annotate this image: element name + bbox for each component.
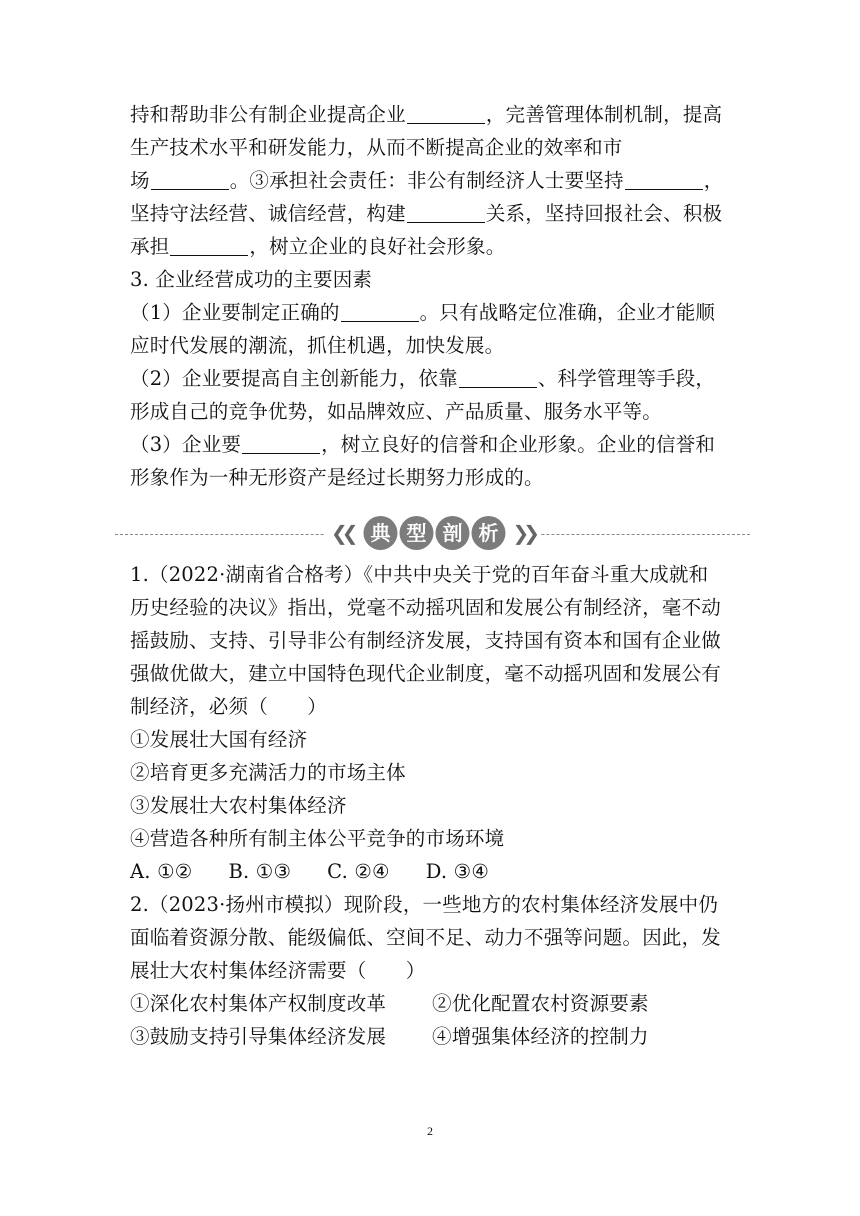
page-content <box>130 98 735 1053</box>
question-1-line: 历史经验的决议》指出，党毫不动摇巩固和发展公有制经济，毫不动 <box>130 596 722 619</box>
question-1-options <box>130 855 735 888</box>
fill-blank <box>341 301 419 322</box>
question-2-item: ③鼓励支持引导集体经济发展 <box>130 1025 387 1048</box>
question-1-item: ④营造各种所有制主体公平竞争的市场环境 <box>130 827 505 850</box>
double-chevron-left-icon: ❮❮ <box>330 521 353 545</box>
fill-blank <box>170 235 248 256</box>
question-2-items-row <box>130 987 735 1020</box>
text-line: 承担 ，树立企业的良好社会形象。 <box>130 235 506 258</box>
text-line: （3）企业要 ，树立良好的信誉和企业形象。企业的信誉和 <box>130 433 716 456</box>
section-divider <box>115 514 750 554</box>
fill-blank <box>242 433 320 454</box>
question-2-line: 展壮大农村集体经济需要（ ） <box>130 959 426 982</box>
section-heading: 3. 企业经营成功的主要因素 <box>130 268 373 291</box>
question-2-item: ④增强集体经济的控制力 <box>432 1025 649 1048</box>
fill-blank <box>459 367 537 388</box>
question-1-line: 强做优做大，建立中国特色现代企业制度，毫不动摇巩固和发展公有 <box>130 662 722 685</box>
banner-char: 型 <box>400 516 434 550</box>
banner-char: 典 <box>364 516 398 550</box>
question-1-item: ②培育更多充满活力的市场主体 <box>130 761 406 784</box>
option-b: B. ①③ <box>228 860 292 883</box>
text-line: 形象作为一种无形资产是经过长期努力形成的。 <box>130 466 544 489</box>
option-c: C. ②④ <box>327 860 390 883</box>
question-2-items-row <box>130 1020 735 1053</box>
question-1-line: 制经济，必须（ ） <box>130 695 328 718</box>
text-line: 场 。③承担社会责任：非公有制经济人士要坚持 ， <box>130 169 724 192</box>
section-banner <box>325 516 540 550</box>
page-number: 2 <box>427 1124 433 1138</box>
banner-char: 剖 <box>436 516 470 550</box>
question-1-line: 1.（2022·湖南省合格考）《中共中央关于党的百年奋斗重大成就和 <box>130 563 709 586</box>
option-d: D. ③④ <box>425 860 490 883</box>
question-2-item: ①深化农村集体产权制度改革 <box>130 992 387 1015</box>
text-line: 生产技术水平和研发能力，从而不断提高企业的效率和市 <box>130 136 623 159</box>
text-line: 持和帮助非公有制企业提高企业 ，完善管理体制机制，提高 <box>130 103 723 126</box>
option-a: A. ①② <box>130 860 193 883</box>
text-line: （1）企业要制定正确的 。只有战略定位准确，企业才能顺 <box>130 301 716 324</box>
double-chevron-right-icon: ❯❯ <box>512 521 535 545</box>
text-line: 坚持守法经营、诚信经营，构建 关系，坚持回报社会、积极 <box>130 202 723 225</box>
question-2-line: 面临着资源分散、能级偏低、空间不足、动力不强等问题。因此，发 <box>130 926 722 949</box>
question-1-item: ①发展壮大国有经济 <box>130 728 308 751</box>
fill-blank <box>407 202 485 223</box>
fill-blank <box>151 169 229 190</box>
text-line: 应时代发展的潮流，抓住机遇，加快发展。 <box>130 334 505 357</box>
question-1-item: ③发展壮大农村集体经济 <box>130 794 347 817</box>
question-1-line: 摇鼓励、支持、引导非公有制经济发展，支持国有资本和国有企业做 <box>130 629 722 652</box>
question-2-item: ②优化配置农村资源要素 <box>432 992 649 1015</box>
text-line: 形成自己的竞争优势，如品牌效应、产品质量、服务水平等。 <box>130 400 662 423</box>
text-line: （2）企业要提高自主创新能力，依靠 、科学管理等手段， <box>130 367 716 390</box>
banner-char: 析 <box>472 516 506 550</box>
question-2-line: 2.（2023·扬州市模拟）现阶段，一些地方的农村集体经济发展中仍 <box>130 893 719 916</box>
fill-blank <box>625 169 703 190</box>
fill-blank <box>407 103 485 124</box>
